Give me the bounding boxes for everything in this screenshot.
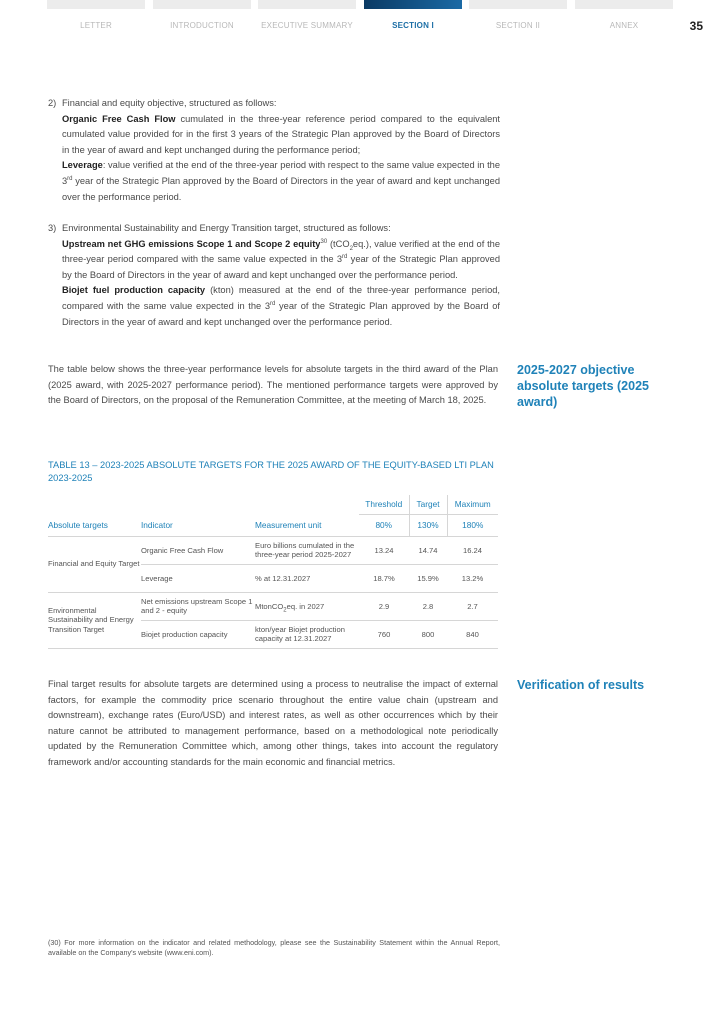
list-item-financial-objective: 2) Financial and equity objective, structured as follows: Organic Free Cash Flow cumulated in the three-year reference period compared to the equivalent cumulated value provided for in the first 3 years of the Strategic Plan approved by the Board of Directors in the year of award and kept unchanged during the performance period; Leverage: value verified at the end of the three-year period with respect to the same value expected in the 3rd year of the Strategic Plan approved by the Board of Directors in the year of award and kept unchanged over the performance period. [48, 96, 500, 205]
ghg-description: Upstream net GHG emissions Scope 1 and Scope 2 equity$^{30}$ (tCO$_2$eq.), value verified at the end of the three-year period compared with the same value expected in the 3rd year of the Strategic Plan approved by the Board of Directors in the year of award and kept unchanged over the performance period. [62, 238, 500, 280]
ofcf-description: Organic Free Cash Flow cumulated in the three-year reference period compared to the equivalent cumulated value provided for in the first 3 years of the Strategic Plan approved by the Board of Directors in the year of award and kept unchanged during the performance period; [62, 113, 500, 155]
side-heading-verification: Verification of results [517, 678, 645, 692]
header-maximum: Maximum [447, 495, 498, 514]
tab-annex[interactable]: ANNEX [575, 0, 673, 36]
table-row: Environmental Sustainability and Energy Transition Target Net emissions upstream Scope 1 and 2 - equity MtonCO$_2$eq. in 2027 2.9 2.8 2.7 [48, 592, 498, 620]
tab-letter[interactable]: LETTER [47, 0, 145, 36]
header-measurement-unit: Measurement unit [255, 514, 359, 536]
table-row: Financial and Equity Target Organic Free Cash Flow Euro billions cumulated in the three-year period 2025-2027 13.24 14.74 16.24 [48, 536, 498, 564]
tab-section-i[interactable]: SECTION I [364, 0, 462, 36]
header-target: Target [409, 495, 447, 514]
side-heading-objective-targets: 2025-2027 objective absolute targets (2025 award) [517, 363, 649, 409]
header-absolute-targets: Absolute targets [48, 514, 141, 536]
page-number: 35 [689, 19, 703, 33]
tab-executive-summary[interactable]: EXECUTIVE SUMMARY [258, 0, 356, 36]
tab-introduction[interactable]: INTRODUCTION [153, 0, 251, 36]
absolute-targets-table: Threshold Target Maximum Absolute targets Indicator Measurement unit 80% 130% 180% Financial and Equity Target Organic Free Cash Flow Euro billions cumulated in the three-year period 2025-2027 13.24 14.74 16.24 Leverage % at 12.31.2027 18.7% 15.9% 13.2% Environmental Sustainability and Energy Transition Target Net emissions upstream Scope 1 and 2 - equity MtonCO$_2$eq. in 2027 2.9 2.8 2.7 Biojet production capacity kton/year Biojet production capacity at 12.31.2027 760 800 840 [48, 495, 498, 649]
tab-section-ii[interactable]: SECTION II [469, 0, 567, 36]
header-threshold: Threshold [359, 495, 409, 514]
group-environmental: Environmental Sustainability and Energy Transition Target [48, 592, 141, 648]
table-title: TABLE 13 – 2023-2025 ABSOLUTE TARGETS FOR THE 2025 AWARD OF THE EQUITY-BASED LTI PLAN 2023-2025 [48, 460, 494, 483]
table-row: Biojet production capacity kton/year Biojet production capacity at 12.31.2027 760 800 840 [48, 620, 498, 648]
group-financial: Financial and Equity Target [48, 536, 141, 592]
section-nav [47, 0, 673, 36]
verification-paragraph: Final target results for absolute targets are determined using a process to neutralise the impact of external factors, for example the commodity price scenario throughout the entire value chain (upstream and downstream), exchange rates (Euro/USD) and interest rates, as well as other occurrences which by their nature cannot be attributed to management performance, based on a methodological note periodically updated by the Remuneration Committee which, among other things, takes into account the regulatory framework and/or accounting standards for the main economic and financial metrics. [48, 679, 498, 767]
biojet-description: Biojet fuel production capacity (kton) measured at the end of the three-year performance period, compared with the same value expected in the 3rd year of the Strategic Plan approved by the Board of Directors in the year of award and kept unchanged over the performance period. [62, 285, 501, 327]
list-item-environmental-objective: 3) Environmental Sustainability and Energy Transition target, structured as follows: Upstream net GHG emissions Scope 1 and Scope 2 equity$^{30}$ (tCO$_2$eq.), value verified at the end of the three-year period compared with the same value expected in the 3rd year of the Strategic Plan approved by the Board of Directors in the year of award and kept unchanged over the performance period. Biojet fuel production capacity (kton) measured at the end of the three-year performance period, compared with the same value expected in the 3rd year of the Strategic Plan approved by the Board of Directors in the year of award and kept unchanged over the performance period. [48, 221, 500, 330]
footnote: (30) For more information on the indicator and related methodology, please see the Sustainability Statement within the Annual Report, available on the Company's website (www.eni.com). [48, 938, 500, 957]
table-row: Leverage % at 12.31.2027 18.7% 15.9% 13.2% [48, 564, 498, 592]
leverage-description: Leverage: value verified at the end of the three-year period with respect to the same value expected in the 3rd year of the Strategic Plan approved by the Board of Directors in the year of award and kept unchanged over the performance period. [62, 160, 500, 202]
table-intro-paragraph: The table below shows the three-year performance levels for absolute targets in the third award of the Plan (2025 award, with 2025-2027 performance period). The mentioned performance targets were approved by the Board of Directors, on the proposal of the Remuneration Committee, at the meeting of March 18, 2025. [48, 364, 498, 406]
header-indicator: Indicator [141, 514, 255, 536]
